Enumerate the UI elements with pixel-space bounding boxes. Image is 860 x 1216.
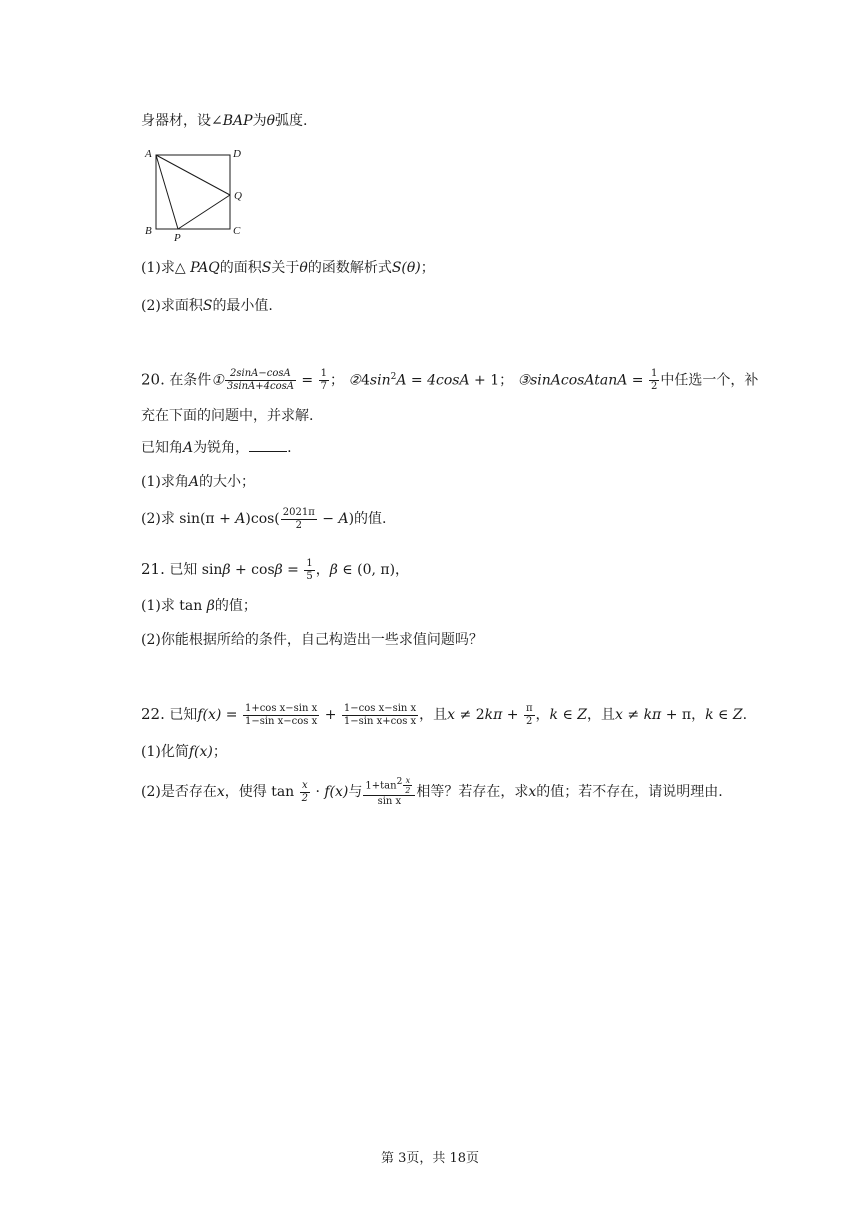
condition-3-rhs [649, 368, 659, 393]
function-expr: S(θ) [391, 260, 421, 276]
separator: ； [329, 372, 344, 389]
fraction-denominator: 2 [526, 715, 533, 727]
fraction-numerator [363, 776, 415, 796]
q22-text: ，且 [419, 707, 448, 723]
function-fx: f(x) [324, 784, 349, 801]
fraction-numerator: x [300, 780, 310, 793]
q21-text: ∈ (0, π)， [337, 562, 410, 578]
fraction-denominator: 1−sin x−cos x [244, 715, 318, 727]
segment-aq [156, 155, 230, 195]
condition-3-expr: sinAcosAtanA [530, 372, 628, 389]
angle-name: BAP [222, 113, 253, 129]
q19-part1-text: (1)求△ [141, 260, 191, 276]
angle-symbol: ∠ [211, 113, 223, 129]
x-over-2-small [403, 776, 412, 795]
integer-set: Z [577, 707, 588, 723]
fraction-numerator: π [525, 702, 533, 714]
fraction-numerator: 1+cos x−sin x [244, 702, 318, 714]
q20-line3 [141, 438, 292, 458]
q22-text: ≠ 2 [455, 707, 485, 723]
q19-part1-text: 的面积 [219, 260, 262, 276]
q20-line3-text: 已知角 [141, 440, 183, 456]
fraction-denominator: 3sinA+4cosA [226, 381, 294, 393]
intro-text: 身器材，设 [141, 113, 211, 129]
q20-part1-text: 的大小； [198, 474, 255, 490]
label-c: C [233, 225, 241, 237]
q21-line1 [141, 556, 409, 583]
beta-symbol: β [206, 598, 215, 614]
equals-sign: = [296, 372, 318, 389]
variable-x: x [216, 784, 225, 801]
label-q: Q [234, 190, 242, 202]
q20-part1-text: (1)求角 [141, 474, 189, 490]
numerator-text: 1+tan [365, 780, 397, 792]
beta-symbol: β [329, 562, 338, 578]
q20-part2-fraction [281, 507, 317, 532]
variable-x: x [447, 707, 456, 723]
fraction-numerator: 1−cos x−sin x [343, 702, 417, 714]
q19-part2 [141, 296, 273, 316]
label-a: A [145, 148, 152, 160]
q20-line3-text: 为锐角， [193, 440, 250, 456]
equals-sign: = [627, 372, 648, 389]
fraction-denominator: 2 [650, 381, 658, 393]
minus-sign: − [317, 511, 339, 527]
fraction-numerator: 2sinA−cosA [225, 368, 296, 381]
condition-2-text: 4 [360, 372, 370, 389]
intro-line [141, 111, 307, 131]
area-symbol: S [261, 260, 272, 276]
q21-part1-text: (1)求 tan [141, 598, 207, 614]
question-number: 20. [141, 370, 165, 389]
k-pi: kπ [643, 707, 662, 723]
dot-operator: · [311, 784, 325, 801]
fraction-numerator: 1 [306, 557, 313, 569]
angle-a: A [235, 511, 246, 527]
q20-part2-text: )cos( [245, 511, 280, 527]
theta-symbol: θ [266, 113, 275, 129]
condition-2-text: A = 4 [396, 372, 436, 389]
not-equal: ≠ [622, 707, 644, 723]
beta-symbol: β [274, 562, 283, 578]
fraction-numerator: 1 [320, 368, 327, 380]
angle-a: A [188, 474, 199, 490]
condition-2-label: ② [348, 372, 361, 389]
q22-part2 [141, 776, 723, 808]
condition-2-text: + 1 [469, 372, 500, 389]
q22-part2-text: ，使得 tan [224, 784, 299, 801]
q22-part2-fraction [363, 776, 415, 808]
q20-part1 [141, 472, 255, 492]
plus-sign: + [502, 707, 523, 723]
intro-text-mid: 为 [252, 113, 267, 129]
q20-part2-text: (2)求 sin(π + [141, 511, 236, 527]
q20-line2: 充在下面的问题中，并求解. [141, 408, 314, 424]
q19-part1-text: 关于 [271, 260, 300, 276]
variable-k: k [705, 707, 714, 723]
question-number: 21. [141, 560, 165, 578]
condition-3-label: ③ [517, 372, 531, 389]
plus-sign: + [320, 707, 341, 723]
q22-part1-text: ； [212, 744, 227, 760]
equals-sign: = [221, 707, 242, 723]
q22-text: 已知 [169, 707, 198, 723]
separator: ， [535, 707, 550, 723]
q20-intro: 在条件 [169, 372, 212, 389]
question-number: 22. [141, 705, 165, 723]
fraction-numerator: x [403, 776, 412, 786]
q19-part2-text: 的最小值. [212, 298, 273, 314]
condition-2-text: sin [369, 372, 391, 389]
separator: ， [315, 562, 330, 578]
q22-text: + π， [661, 707, 706, 723]
area-symbol: S [202, 298, 213, 314]
q21-part1 [141, 596, 257, 616]
q22-fraction-1 [243, 703, 319, 728]
page-footer: 第 3页，共 18页 [380, 1151, 480, 1166]
fraction-denominator: 2 [301, 792, 309, 804]
q22-fraction-2 [342, 703, 418, 728]
fraction-denominator: sin x [377, 796, 402, 808]
square-figure [141, 145, 251, 245]
answer-blank [249, 439, 287, 452]
triangle-name: PAQ [190, 260, 220, 276]
theta-symbol: θ [299, 260, 308, 276]
variable-x: x [615, 707, 623, 723]
fraction-denominator: 2 [405, 786, 411, 796]
element-of: ∈ [713, 707, 733, 723]
q21-fraction [304, 558, 314, 583]
fraction-numerator: 1 [650, 368, 658, 380]
q21-part2: (2)你能根据所给的条件，自己构造出一些求值问题吗？ [141, 632, 483, 648]
q19-part1-text: 的函数解析式 [307, 260, 392, 276]
condition-1-rhs [319, 368, 329, 393]
period: . [742, 707, 748, 723]
label-b: B [145, 225, 152, 237]
q22-part1 [141, 742, 227, 762]
q22-part2-text: 与 [348, 784, 363, 801]
q22-part2-text: 相等？若存在，求 [416, 784, 529, 801]
element-of: ∈ [558, 707, 578, 723]
q19-part1-text: ； [420, 260, 435, 276]
fraction-denominator: 7 [320, 381, 327, 393]
variable-x: x [528, 784, 537, 801]
condition-1-label: ① [211, 372, 224, 389]
equals-sign: = [282, 562, 304, 578]
label-p: P [174, 232, 181, 244]
period: . [287, 440, 292, 456]
k-pi: kπ [484, 707, 503, 723]
exponent: 2 [390, 372, 397, 382]
q22-part2-text: 的值；若不存在，请说明理由. [536, 784, 723, 801]
function-fx: f(x) [197, 707, 222, 723]
q20-part2 [141, 506, 387, 532]
segment-pq [178, 195, 230, 229]
condition-1-fraction [225, 368, 296, 393]
q20-tail: 中任选一个，补 [660, 372, 759, 389]
separator: ； [499, 372, 514, 389]
segment-ap [156, 155, 178, 229]
q21-text: 已知 sin [169, 562, 223, 578]
intro-text-suffix: 弧度. [275, 113, 308, 129]
fraction-numerator: 2021π [282, 506, 315, 518]
q22-line1 [141, 700, 747, 729]
q20-part2-text: )的值. [348, 511, 387, 527]
q21-text: + cos [230, 562, 275, 578]
fraction-denominator: 5 [306, 570, 313, 582]
q20-line1 [141, 364, 758, 394]
beta-symbol: β [222, 562, 231, 578]
angle-a: A [183, 440, 194, 456]
label-d: D [233, 148, 241, 160]
q22-part2-text: (2)是否存在 [141, 784, 217, 801]
q19-part1 [141, 258, 435, 278]
q22-part1-text: (1)化简 [141, 744, 189, 760]
x-over-2 [300, 780, 310, 805]
q19-part2-text: (2)求面积 [141, 298, 203, 314]
pi-over-2 [524, 703, 535, 728]
fraction-denominator: 1−sin x+cos x [343, 715, 417, 727]
exponent: 2 [396, 777, 403, 787]
q21-part1-text: 的值； [214, 598, 257, 614]
function-fx: f(x) [188, 744, 213, 760]
integer-set: Z [732, 707, 743, 723]
q22-text: ，且 [587, 707, 616, 723]
condition-2-text: cosA [435, 372, 470, 389]
fraction-denominator: 2 [295, 519, 302, 531]
angle-a: A [338, 511, 349, 527]
variable-k: k [549, 707, 559, 723]
